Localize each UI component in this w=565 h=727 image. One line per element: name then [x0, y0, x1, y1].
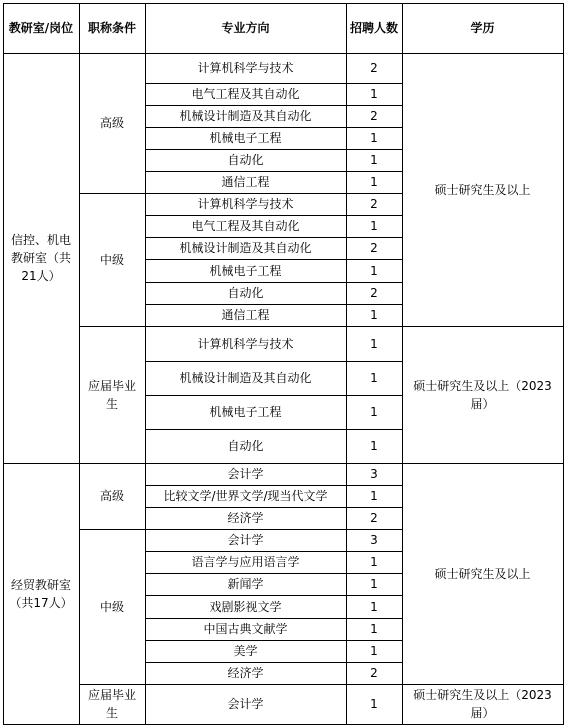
count-cell: 1	[370, 308, 378, 322]
table-rule-vertical	[563, 3, 564, 725]
dept1-g2-title: 中级	[99, 252, 124, 267]
count-cell: 1	[370, 697, 378, 711]
major-cell: 经济学	[227, 666, 264, 680]
count-cell: 1	[370, 405, 378, 419]
major-cell: 机械设计制造及其自动化	[179, 109, 312, 123]
major-cell: 自动化	[227, 439, 264, 453]
count-cell: 1	[370, 439, 378, 453]
major-cell: 会计学	[227, 467, 264, 481]
dept2-name: 经贸教研室（共17人）	[9, 577, 73, 610]
count-cell: 1	[370, 371, 378, 385]
major-cell: 自动化	[227, 286, 264, 300]
dept2-g1-title: 高级	[99, 489, 124, 503]
dept1-education-b: 硕士研究生及以上（2023届）	[413, 378, 552, 411]
count-cell: 3	[370, 533, 378, 547]
count-header: 招聘人数	[349, 21, 398, 35]
major-cell: 计算机科学与技术	[197, 61, 294, 75]
table-rule-horizontal	[79, 724, 146, 725]
table-rule-vertical	[79, 3, 80, 725]
count-cell: 1	[370, 131, 378, 145]
major-cell: 比较文学/世界文学/现当代文学	[163, 489, 328, 503]
major-cell: 语言学与应用语言学	[191, 555, 300, 569]
count-cell: 1	[370, 622, 378, 636]
major-cell: 会计学	[227, 533, 264, 547]
major-cell: 通信工程	[221, 308, 270, 322]
major-cell: 中国古典文献学	[203, 622, 288, 636]
major-cell: 通信工程	[221, 175, 270, 189]
title-header: 职称条件	[87, 21, 136, 35]
major-cell: 经济学	[227, 511, 264, 525]
table-rule-horizontal	[402, 724, 564, 725]
table-rule-vertical	[402, 3, 403, 725]
count-cell: 1	[370, 555, 378, 569]
count-cell: 1	[370, 263, 378, 278]
education-header: 学历	[470, 21, 495, 35]
count-cell: 1	[370, 219, 378, 233]
major-cell: 会计学	[227, 697, 264, 711]
major-cell: 计算机科学与技术	[197, 336, 294, 351]
major-header: 专业方向	[221, 21, 270, 35]
count-cell: 1	[370, 336, 378, 351]
count-cell: 1	[370, 175, 378, 189]
count-cell: 1	[370, 644, 378, 658]
dept1-g3-title: 应届毕业生	[87, 378, 136, 411]
major-cell: 自动化	[227, 153, 264, 167]
major-cell: 机械电子工程	[209, 405, 282, 419]
table-rule-horizontal	[3, 724, 80, 725]
major-cell: 机械电子工程	[209, 131, 282, 145]
major-cell: 机械电子工程	[209, 263, 282, 278]
dept1-name: 信控、机电教研室（共21人）	[10, 233, 71, 283]
count-cell: 2	[370, 286, 378, 300]
count-cell: 2	[370, 666, 378, 680]
major-cell: 电气工程及其自动化	[191, 87, 300, 101]
count-cell: 3	[370, 467, 378, 481]
table-rule-vertical	[3, 3, 4, 725]
count-cell: 2	[370, 197, 378, 211]
count-cell: 2	[370, 241, 378, 255]
count-cell: 2	[370, 109, 378, 123]
table-rule-horizontal	[145, 724, 403, 725]
dept1-education-a: 硕士研究生及以上	[434, 182, 531, 197]
major-cell: 电气工程及其自动化	[191, 219, 300, 233]
major-cell: 机械设计制造及其自动化	[179, 241, 312, 255]
unit-header: 教研室/岗位	[8, 21, 74, 35]
major-cell: 计算机科学与技术	[197, 197, 294, 211]
dept2-education-a: 硕士研究生及以上	[434, 566, 531, 581]
major-cell: 机械设计制造及其自动化	[179, 371, 312, 385]
major-cell: 美学	[233, 644, 258, 658]
count-cell: 1	[370, 599, 378, 614]
count-cell: 1	[370, 153, 378, 167]
count-cell: 1	[370, 87, 378, 101]
count-cell: 1	[370, 577, 378, 591]
dept2-education-b: 硕士研究生及以上（2023届）	[413, 688, 552, 720]
count-cell: 1	[370, 489, 378, 503]
count-cell: 2	[370, 61, 378, 75]
dept2-g3-title: 应届毕业生	[87, 688, 136, 720]
major-cell: 戏剧影视文学	[209, 599, 282, 614]
major-cell: 新闻学	[227, 577, 264, 591]
dept1-g1-title: 高级	[99, 116, 124, 130]
count-cell: 2	[370, 511, 378, 525]
dept2-g2-title: 中级	[99, 599, 124, 614]
